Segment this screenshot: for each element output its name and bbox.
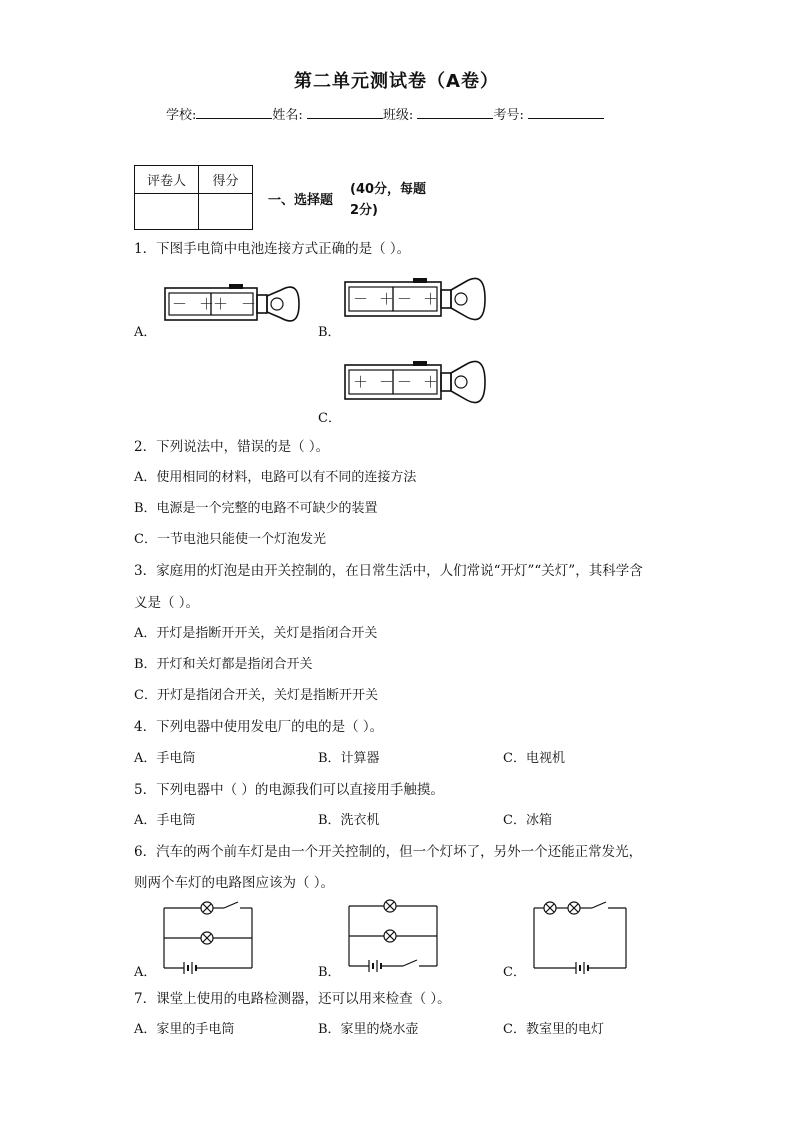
score-header: 得分 (199, 166, 253, 194)
page-title: 第二单元测试卷（A卷） (294, 71, 499, 92)
flashlight-c-sign-2: － (379, 373, 395, 391)
q2-option-c[interactable]: C．一节电池只能使一个灯泡发光 (134, 532, 326, 547)
flashlight-c-sign-4: ＋ (423, 373, 439, 391)
q5-option-c[interactable]: C．冰箱 (503, 813, 552, 828)
q1-option-a-label[interactable]: A． (134, 325, 157, 340)
question-5: 5．下列电器中（ ）的电源我们可以直接用手触摸。 (134, 782, 444, 798)
name-blank[interactable] (307, 106, 383, 119)
question-4: 4．下列电器中使用发电厂的电的是（ ）。 (134, 719, 384, 735)
flashlight-a-sign-2: ＋ (199, 295, 215, 313)
question-3-line-2: 义是（ ）。 (134, 595, 200, 611)
q3-option-b[interactable]: B．开灯和关灯都是指闭合开关 (134, 657, 313, 672)
q3-option-a[interactable]: A．开灯是指断开开关，关灯是指闭合开关 (134, 626, 378, 641)
q2-option-b[interactable]: B．电源是一个完整的电路不可缺少的装置 (134, 501, 378, 516)
number-label: 考号: (493, 108, 524, 123)
q7-option-c[interactable]: C．教室里的电灯 (503, 1022, 604, 1037)
question-3-line-1: 3．家庭用的灯泡是由开关控制的，在日常生活中，人们常说“开灯”“关灯”，其科学含 (134, 563, 643, 579)
circuit-a-figure (160, 898, 256, 974)
q5-option-b[interactable]: B．洗衣机 (318, 813, 380, 828)
flashlight-b-figure (343, 268, 488, 334)
q3-option-c[interactable]: C．开灯是指闭合开关，关灯是指断开开关 (134, 688, 378, 703)
flashlight-c-figure (343, 351, 488, 417)
q6-option-a-label[interactable]: A． (134, 965, 157, 980)
q4-option-a[interactable]: A．手电筒 (134, 751, 196, 766)
flashlight-b-sign-3: － (397, 290, 413, 308)
score-cell[interactable] (199, 194, 253, 230)
student-info-line (166, 104, 604, 123)
circuit-c-figure (530, 898, 630, 974)
grader-cell[interactable] (135, 194, 199, 230)
flashlight-c-sign-3: － (397, 373, 413, 391)
q6-option-b-label[interactable]: B． (318, 965, 341, 980)
flashlight-b-sign-1: － (353, 290, 369, 308)
school-blank[interactable] (196, 106, 272, 119)
q1-option-b-label[interactable]: B． (318, 325, 341, 340)
flashlight-a-sign-4: － (241, 295, 257, 313)
q1-option-c-label[interactable]: C． (318, 411, 341, 426)
question-7: 7．课堂上使用的电路检测器，还可以用来检查（ ）。 (134, 991, 451, 1007)
q4-option-c[interactable]: C．电视机 (503, 751, 565, 766)
number-blank[interactable] (528, 106, 604, 119)
question-6-line-2: 则两个车灯的电路图应该为（ ）。 (134, 875, 335, 891)
section-note: (40分，每题2分) (350, 182, 427, 218)
q5-option-a[interactable]: A．手电筒 (134, 813, 196, 828)
question-2: 2．下列说法中，错误的是（ ）。 (134, 439, 330, 455)
section-title: 一、选择题 (268, 193, 334, 208)
circuit-b-figure (345, 896, 441, 974)
school-label: 学校: (166, 108, 197, 123)
flashlight-a-figure (163, 276, 303, 336)
flashlight-b-sign-2: ＋ (379, 290, 395, 308)
q7-option-a[interactable]: A．家里的手电筒 (134, 1022, 235, 1037)
question-1: 1．下图手电筒中电池连接方式正确的是（ ）。 (134, 241, 411, 257)
q2-option-a[interactable]: A．使用相同的材料，电路可以有不同的连接方法 (134, 470, 417, 485)
flashlight-b-sign-4: ＋ (423, 290, 439, 308)
question-6-line-1: 6．汽车的两个前车灯是由一个开关控制的，但一个灯坏了，另外一个还能正常发光， (134, 844, 643, 860)
q4-option-b[interactable]: B．计算器 (318, 751, 380, 766)
class-label: 班级: (382, 108, 414, 123)
flashlight-c-sign-1: ＋ (353, 373, 369, 391)
score-table (134, 165, 253, 230)
q7-option-b[interactable]: B．家里的烧水壶 (318, 1022, 419, 1037)
flashlight-a-sign-3: ＋ (213, 295, 229, 313)
name-label: 姓名: (272, 108, 303, 123)
q6-option-c-label[interactable]: C． (503, 965, 526, 980)
grader-header: 评卷人 (135, 166, 199, 194)
flashlight-a-sign-1: － (172, 295, 188, 313)
class-blank[interactable] (417, 106, 493, 119)
